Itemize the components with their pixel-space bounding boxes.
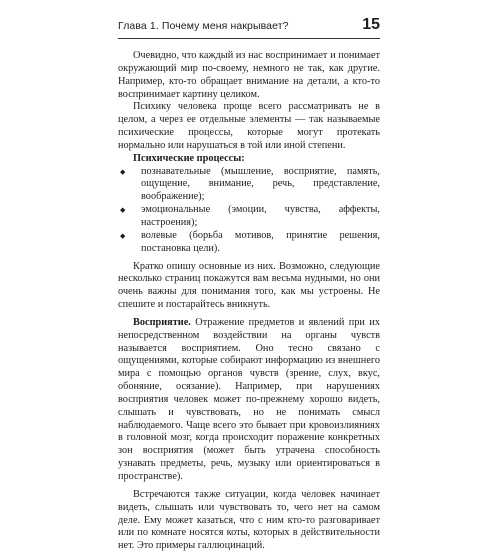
header-rule <box>118 38 380 39</box>
paragraph-perception <box>118 317 380 484</box>
paragraph-overview: Кратко опишу основные из них. Возможно, следующие несколько страниц покажутся вам весьма нудными, но они очень важны для понимания того, как мы устроены. Не спешите и постарайтесь вникнуть. <box>118 260 380 311</box>
perception-text: Отражение предметов и явлений при их непосредственном воздействии на органы чувств называется восприятием. Оно тесно связано с ощущениями, которые собирают информацию из внешнего мира с помощью органов чувств (зрение, слух, вкус, обоняние, осязание). Например, при нарушениях восприятия человек может по-прежнему хорошо видеть, слышать и чувствовать, но не понимать смысл наблюдаемого. Чаще всего это бывает при кровоизлияниях в головной мозг, когда происходит поражение конкретных зон восприятия (может быть утрачена способность узнавать предметы, речь, музыку или ориентироваться в пространстве). <box>118 316 380 482</box>
list-item <box>118 204 380 230</box>
running-head: Глава 1. Почему меня накрывает? <box>118 20 289 32</box>
paragraph-hallucinations: Встречаются также ситуации, когда человек начинает видеть, слышать или чувствовать то, чего нет на самом деле. Ему может казаться, что с ним кто-то разговаривает или по комнате носятся коты, которых в действительности нет. Это примеры галлюцинаций. <box>118 488 380 552</box>
paragraph-intro: Очевидно, что каждый из нас воспринимает и понимает окружающий мир по-своему, немного не так, как другие. Например, кто-то обращает внимание на детали, а кто-то воспринимает картину целиком. <box>118 50 380 100</box>
list-item-text: познавательные (мышление, восприятие, память, ощущение, внимание, речь, представление, воображение); <box>141 165 380 203</box>
paragraph-psyche: Психику человека проще всего рассматривать не в целом, а через ее отдельные элементы — так называемые психические процессы, которые могут протекать нормально или нарушаться в той или иной степени. <box>118 101 380 151</box>
list-item <box>118 166 380 205</box>
list-item <box>118 230 380 256</box>
list-heading: Психические процессы: <box>133 152 245 164</box>
term-perception: Восприятие. <box>133 316 191 328</box>
list-item-text: эмоциональные (эмоции, чувства, аффекты, настроения); <box>141 204 380 228</box>
page-body <box>118 50 380 553</box>
process-list <box>118 166 380 256</box>
bullet-icon: ◆ <box>120 231 126 240</box>
list-item-text: волевые (борьба мотивов, принятие решения, постановка цели). <box>141 229 380 254</box>
page-number: 15 <box>362 16 380 33</box>
bullet-icon: ◆ <box>120 206 126 215</box>
page-header <box>118 16 380 38</box>
bullet-icon: ◆ <box>120 167 126 176</box>
